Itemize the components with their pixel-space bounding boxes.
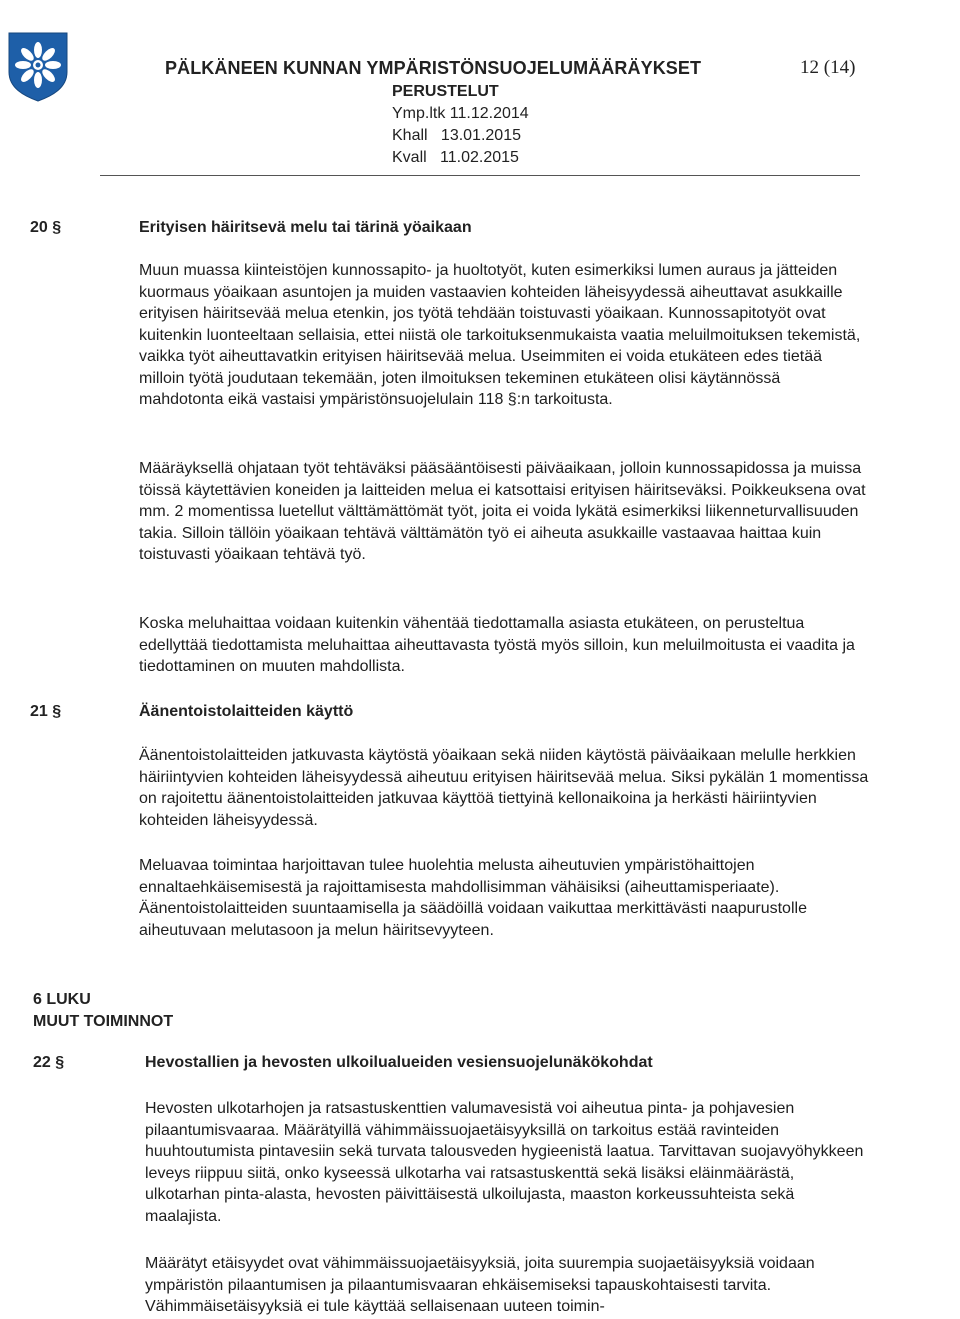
approval-date-environment-committee: Ymp.ltk 11.12.2014	[392, 105, 529, 122]
header-subtitle-block	[392, 81, 529, 169]
section-20-paragraph-1: Muun muassa kiinteistöjen kunnossapito- ja huoltotyöt, kuten esimerkiksi lumen auraus ja jätteiden kuormaus yöaikaan asuntojen ja muiden vastaavien kohteiden läheisyydessä aiheuttavat asukkaille erityisen häiritsevää melua etenkin, jos työtä tehdään toistuvasti yöaikaan. Kunnossapitotyöt ovat kuitenkin luonteeltaan sellaisia, ettei niistä ole tarkoituksenmukaista vaatia meluilmoituksen tekemistä, vaikka työt aiheuttavatkin erityisen häiritsevää melua. Useimmiten ei voida etukäteen edes tietää milloin työtä joudutaan tekemään, joten ilmoituksen tekeminen etukäteen olisi käytännössä mahdotonta eikä vastaisi ympäristönsuojelulain 118 §:n tarkoitusta.	[139, 262, 861, 408]
section-20-paragraph-3: Koska meluhaittaa voidaan kuitenkin vähentää tiedottamalla asiasta etukäteen, on perusteltua edellyttää tiedottamista meluhaittaa aiheuttavasta työstä myös silloin, kun meluilmoitusta ei vaadita ja tiedottaminen on muuten mahdollista.	[139, 615, 855, 675]
section-22-paragraph-1: Hevosten ulkotarhojen ja ratsastuskenttien valumavesistä voi aiheutua pinta- ja pohjavesien pilaantumisvaaraa. Määrätyillä vähimmäissuojaetäisyyksillä on tarkoitus estää ravinteiden huuhtoutumista pintavesiin sekä turvata talousveden hygieenistä laatua. Tarvittavan suojavyöhykkeen leveys riippuu siitä, onko kyseessä ulkotarha vai ratsastuskenttä sekä lisäksi eläinmäärästä, ulkotarhan pinta-alasta, hevosten päivittäisestä ulkoilujasta, maaston korkeussuhteista sekä maalajista.	[145, 1100, 864, 1225]
coat-of-arms-icon	[8, 32, 68, 102]
section-20-title: Erityisen häiritsevä melu tai tärinä yöaikaan	[139, 219, 472, 236]
chapter-title: MUUT TOIMINNOT	[33, 1013, 174, 1030]
header-divider	[100, 175, 860, 176]
section-21-paragraph-1: Äänentoistolaitteiden jatkuvasta käytöstä yöaikaan sekä niiden käytöstä päiväaikaan melulle herkkien häiriintyvien kohteiden läheisyydessä aiheutuu erityisen häiritsevää melua. Siksi pykälän 1 momentissa on rajoitettu äänentoistolaitteiden jatkuvaa käyttöä tiettyinä kellonaikoina ja herkästi häiriintyvien kohteiden läheisyydessä.	[139, 747, 869, 829]
page-number: 12 (14)	[800, 57, 856, 78]
section-22-paragraph-2: Määrätyt etäisyydet ovat vähimmäissuojaetäisyyksiä, joita suurempia suojaetäisyyksiä voidaan ympäristön pilaantumisen ja pilaantumisvaaran ehkäisemiseksi tapauskohtaisesti tarvita. Vähimmäisetäisyyksiä ei tule käyttää sellaisenaan uuteen toimin-	[145, 1255, 815, 1315]
section-21-paragraph-2: Meluavaa toimintaa harjoittavan tulee huolehtia melusta aiheutuvien ympäristöhaittojen ennaltaehkäisemisestä ja rajoittamisesta mahdollisimman vähäisiksi (aiheuttamisperiaate). Äänentoistolaitteiden suuntaamisella ja säädöillä voidaan vaikuttaa merkittävästi naapurustolle aiheutuvaan melutasoon ja melun häiritsevyyteen.	[139, 857, 807, 939]
section-21-title: Äänentoistolaitteiden käyttö	[139, 703, 354, 720]
coat-of-arms-logo	[8, 32, 68, 102]
section-21-number: 21 §	[30, 703, 62, 720]
section-22-number: 22 §	[33, 1054, 65, 1071]
chapter-heading	[33, 989, 173, 1033]
header-subtitle: PERUSTELUT	[392, 83, 499, 100]
chapter-number: 6 LUKU	[33, 991, 91, 1008]
section-20-number: 20 §	[30, 219, 62, 236]
section-20-paragraph-2: Määräyksellä ohjataan työt tehtäväksi pääsääntöisesti päiväaikaan, jolloin kunnossapidossa ja muissa töissä käytettävien koneiden ja laitteiden melua ei katsottaisi erityisen häiritseväksi. Poikkeuksena ovat mm. 2 momentissa luetellut välttämättömät työt, joita ei voida lykätä esimerkiksi liikenneturvallisuuden takia. Silloin tällöin yöaikaan tehtävä välttämätön työ ei aiheuta asukkaille vastaavaa haittaa kuin toistuvasti yöaikaan tehtävä työ.	[139, 460, 866, 563]
document-title: PÄLKÄNEEN KUNNAN YMPÄRISTÖNSUOJELUMÄÄRÄYKSET	[165, 58, 702, 78]
approval-date-municipal-council: Kvall 11.02.2015	[392, 149, 519, 166]
section-22-title: Hevostallien ja hevosten ulkoilualueiden vesiensuojelunäkökohdat	[145, 1054, 653, 1071]
approval-date-municipal-board: Khall 13.01.2015	[392, 127, 521, 144]
